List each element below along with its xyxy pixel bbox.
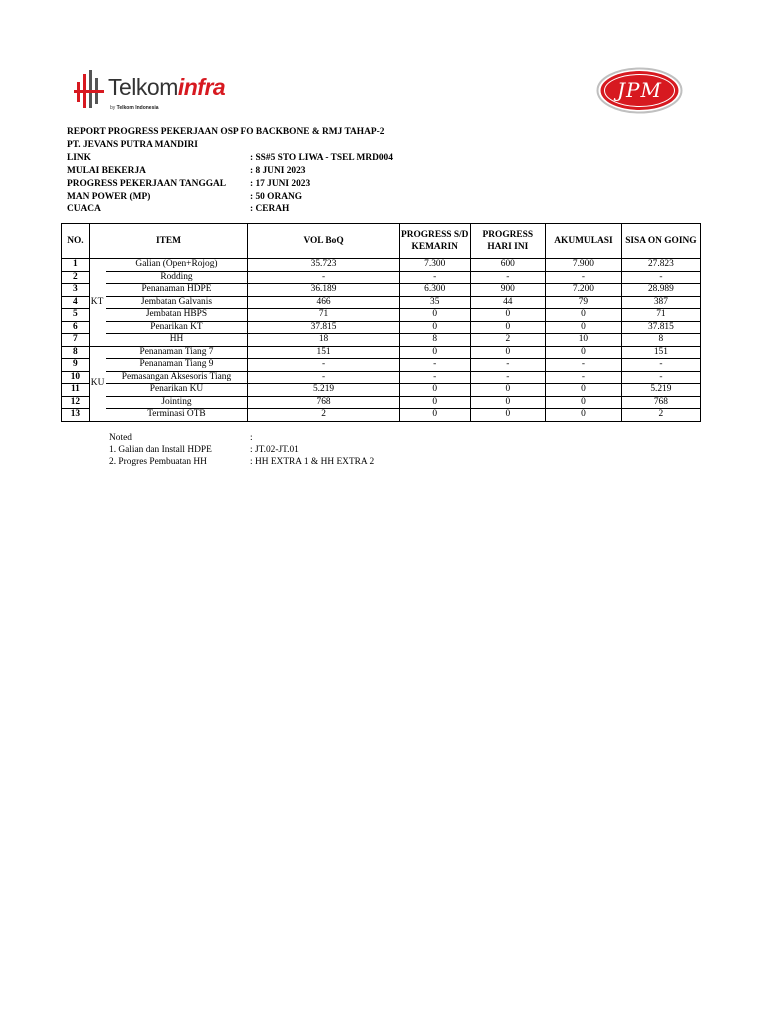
row-progress-kemarin: 35	[399, 296, 470, 309]
row-sisa: 8	[621, 334, 700, 347]
row-no: 9	[62, 359, 90, 372]
report-title: REPORT PROGRESS PEKERJAAN OSP FO BACKBONE & RMJ TAHAP-2	[67, 127, 385, 137]
header-item: ITEM	[89, 224, 247, 259]
row-progress-kemarin: 7.300	[399, 259, 470, 272]
field-weather: CUACA : CERAH	[67, 204, 290, 215]
header-vol-boq: VOL BoQ	[248, 224, 400, 259]
field-progress-date: PROGRESS PEKERJAAN TANGGAL : 17 JUNI 2023	[67, 178, 311, 189]
row-item: Pemasangan Aksesoris Tiang	[106, 371, 248, 384]
jpm-logo	[596, 67, 683, 114]
table-row	[62, 371, 701, 384]
jpm-logo-text: JPM	[617, 78, 662, 102]
field-link: LINK : SS#5 STO LIWA - TSEL MRD004	[67, 152, 393, 163]
row-no: 12	[62, 396, 90, 409]
table-row	[62, 284, 701, 297]
table-row	[62, 259, 701, 272]
row-progress-hari-ini: 0	[470, 396, 546, 409]
table-row	[62, 271, 701, 284]
field-start-date: MULAI BEKERJA : 8 JUNI 2023	[67, 165, 306, 176]
row-vol-boq: -	[248, 359, 400, 372]
row-item: Penarikan KT	[106, 321, 248, 334]
row-progress-hari-ini: 0	[470, 309, 546, 322]
group-kt-label: KT	[89, 259, 105, 347]
row-progress-hari-ini: 0	[470, 346, 546, 359]
header-akumulasi: AKUMULASI	[546, 224, 622, 259]
row-sisa: -	[621, 359, 700, 372]
table-row	[62, 359, 701, 372]
row-sisa: 37.815	[621, 321, 700, 334]
row-vol-boq: -	[248, 271, 400, 284]
row-akumulasi: -	[546, 371, 622, 384]
row-sisa: -	[621, 271, 700, 284]
row-sisa: 768	[621, 396, 700, 409]
row-no: 10	[62, 371, 90, 384]
row-item: Galian (Open+Rojog)	[106, 259, 248, 272]
row-item: Penanaman Tiang 9	[106, 359, 248, 372]
row-vol-boq: 2	[248, 409, 400, 422]
header-progress-kemarin: PROGRESS S/D KEMARIN	[399, 224, 470, 259]
row-no: 2	[62, 271, 90, 284]
field-man-power: MAN POWER (MP) : 50 ORANG	[67, 191, 303, 202]
row-progress-kemarin: 0	[399, 384, 470, 397]
header-no: NO.	[62, 224, 90, 259]
row-no: 8	[62, 346, 90, 359]
telkom-sub-text: by Telkom Indonesia	[110, 105, 159, 111]
row-akumulasi: -	[546, 271, 622, 284]
row-progress-kemarin: -	[399, 271, 470, 284]
row-no: 5	[62, 309, 90, 322]
row-akumulasi: 7.900	[546, 259, 622, 272]
row-vol-boq: 768	[248, 396, 400, 409]
row-sisa: 2	[621, 409, 700, 422]
row-sisa: 27.823	[621, 259, 700, 272]
row-akumulasi: 0	[546, 409, 622, 422]
telkom-logo-icon	[74, 68, 104, 112]
note-row: 2. Progres Pembuatan HH : HH EXTRA 1 & HH EXTRA 2	[109, 456, 375, 467]
table-row	[62, 396, 701, 409]
row-item: Penanaman Tiang 7	[106, 346, 248, 359]
table-row	[62, 409, 701, 422]
header-sisa: SISA ON GOING	[621, 224, 700, 259]
note-row: Noted :	[109, 433, 253, 443]
table-header-row	[62, 224, 701, 259]
row-no: 1	[62, 259, 90, 272]
row-progress-hari-ini: 600	[470, 259, 546, 272]
row-progress-hari-ini: 44	[470, 296, 546, 309]
row-progress-hari-ini: -	[470, 271, 546, 284]
table-body	[62, 259, 701, 422]
row-no: 6	[62, 321, 90, 334]
row-akumulasi: 10	[546, 334, 622, 347]
table-row	[62, 334, 701, 347]
note-row: 1. Galian dan Install HDPE : JT.02-JT.01	[109, 444, 299, 455]
row-akumulasi: 0	[546, 346, 622, 359]
row-no: 7	[62, 334, 90, 347]
table-row	[62, 309, 701, 322]
row-item: Jointing	[106, 396, 248, 409]
row-no: 11	[62, 384, 90, 397]
row-progress-kemarin: 8	[399, 334, 470, 347]
telkom-infra-logo	[74, 66, 254, 116]
row-item: Rodding	[106, 271, 248, 284]
row-sisa: 151	[621, 346, 700, 359]
row-no: 4	[62, 296, 90, 309]
row-akumulasi: 0	[546, 396, 622, 409]
row-akumulasi: 0	[546, 384, 622, 397]
row-progress-kemarin: -	[399, 359, 470, 372]
report-header	[67, 126, 393, 216]
row-vol-boq: 35.723	[248, 259, 400, 272]
row-progress-hari-ini: 0	[470, 409, 546, 422]
progress-table	[61, 223, 701, 422]
row-progress-hari-ini: 2	[470, 334, 546, 347]
table-row	[62, 346, 701, 359]
row-akumulasi: -	[546, 359, 622, 372]
row-sisa: 71	[621, 309, 700, 322]
row-no: 3	[62, 284, 90, 297]
row-item: Penarikan KU	[106, 384, 248, 397]
header-progress-hari-ini: PROGRESS HARI INI	[470, 224, 546, 259]
row-akumulasi: 0	[546, 309, 622, 322]
row-vol-boq: 5.219	[248, 384, 400, 397]
telkom-brand-text: Telkominfra	[108, 74, 226, 100]
row-sisa: -	[621, 371, 700, 384]
row-vol-boq: 18	[248, 334, 400, 347]
notes-section	[109, 433, 374, 468]
row-item: Jembatan HBPS	[106, 309, 248, 322]
row-vol-boq: 151	[248, 346, 400, 359]
row-progress-hari-ini: 900	[470, 284, 546, 297]
row-akumulasi: 7.200	[546, 284, 622, 297]
row-progress-hari-ini: -	[470, 359, 546, 372]
group-ku-label: KU	[89, 346, 105, 421]
row-sisa: 387	[621, 296, 700, 309]
table-row	[62, 384, 701, 397]
row-progress-kemarin: -	[399, 371, 470, 384]
row-progress-kemarin: 0	[399, 346, 470, 359]
company-name: PT. JEVANS PUTRA MANDIRI	[67, 139, 198, 150]
row-vol-boq: 37.815	[248, 321, 400, 334]
row-akumulasi: 0	[546, 321, 622, 334]
row-progress-kemarin: 0	[399, 309, 470, 322]
row-progress-kemarin: 0	[399, 321, 470, 334]
row-vol-boq: 36.189	[248, 284, 400, 297]
row-akumulasi: 79	[546, 296, 622, 309]
row-item: Terminasi OTB	[106, 409, 248, 422]
row-vol-boq: 71	[248, 309, 400, 322]
row-vol-boq: 466	[248, 296, 400, 309]
row-item: Penanaman HDPE	[106, 284, 248, 297]
row-progress-kemarin: 6.300	[399, 284, 470, 297]
row-progress-kemarin: 0	[399, 396, 470, 409]
table-row	[62, 321, 701, 334]
row-progress-kemarin: 0	[399, 409, 470, 422]
row-progress-hari-ini: 0	[470, 321, 546, 334]
row-sisa: 28.989	[621, 284, 700, 297]
row-vol-boq: -	[248, 371, 400, 384]
row-progress-hari-ini: 0	[470, 384, 546, 397]
row-progress-hari-ini: -	[470, 371, 546, 384]
row-item: Jembatan Galvanis	[106, 296, 248, 309]
row-item: HH	[106, 334, 248, 347]
table-row	[62, 296, 701, 309]
row-no: 13	[62, 409, 90, 422]
row-sisa: 5.219	[621, 384, 700, 397]
